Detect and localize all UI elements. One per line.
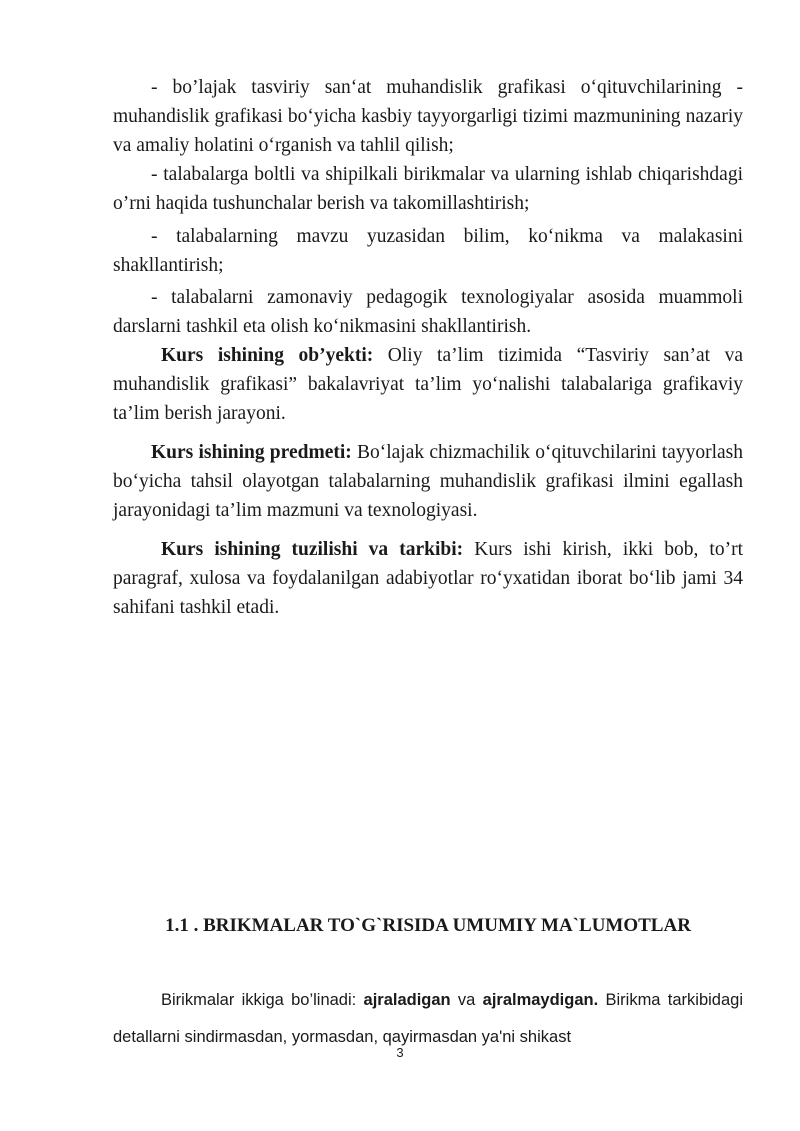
page-number: 3: [396, 1045, 404, 1060]
joints-text-1: Birikmalar ikkiga bo’linadi:: [161, 991, 364, 1009]
course-object-paragraph: [113, 341, 743, 428]
course-subject-text: Bo‘lajak chizmachilik o‘qituvchilarini tayyorlash bo‘yicha tahsil olayotgan talabalarning muhandislik grafikasi ilmini egallash jarayonidagi ta’lim mazmuni va texnologiyasi.: [113, 442, 743, 521]
joints-text-3: Birikma tarkibidagi detallarni sindirmasdan, yormasdan, qayirmasdan ya'ni shikast: [113, 991, 743, 1046]
goal-item-1: - bo’lajak tasviriy san‘at muhandislik grafikasi o‘qituvchilarining - muhandislik grafikasi bo‘yicha kasbiy tayyorgarligi tizimi mazmunining nazariy va amaliy holatini o‘rganish va tahlil qilish;: [113, 77, 743, 156]
goal-item-2: - talabalarga boltli va shipilkali birikmalar va ularning ishlab chiqarishdagi o’rni haqida tushunchalar berish va takomillashtirish;: [113, 164, 743, 214]
course-structure-text: Kurs ishi kirish, ikki bob, to’rt paragraf, xulosa va foydalanilgan adabiyotlar ro‘yxatidan iborat bo‘lib jami 34 sahifani tashkil etadi.: [113, 539, 743, 618]
section-heading: 1.1 . BRIKMALAR TO`G`RISIDA UMUMIY MA`LUMOTLAR: [165, 915, 691, 936]
joints-bold-permanent: ajralmaydigan.: [482, 991, 599, 1009]
course-subject-label: Kurs ishining predmeti:: [151, 442, 352, 463]
course-object-text: Oliy ta’lim tizimida “Tasviriy san’at va muhandislik grafikasi” bakalavriyat ta’lim yo‘nalishi talabalariga grafikaviy ta’lim berish jarayoni.: [113, 345, 743, 424]
joints-bold-detachable: ajraladigan: [363, 991, 451, 1009]
course-subject-paragraph: [113, 438, 743, 525]
course-structure-label: Kurs ishining tuzilishi va tarkibi:: [161, 539, 464, 560]
joints-text-2: va: [450, 991, 483, 1009]
goal-item-3: - talabalarning mavzu yuzasidan bilim, ko‘nikma va malakasini shakllantirish;: [113, 226, 743, 276]
goal-item-4: - talabalarni zamonaviy pedagogik texnologiyalar asosida muammoli darslarni tashkil eta olish ko‘nikmasini shakllantirish.: [113, 287, 743, 337]
course-structure-paragraph: [113, 535, 743, 622]
course-object-label: Kurs ishining ob’yekti:: [161, 345, 374, 366]
